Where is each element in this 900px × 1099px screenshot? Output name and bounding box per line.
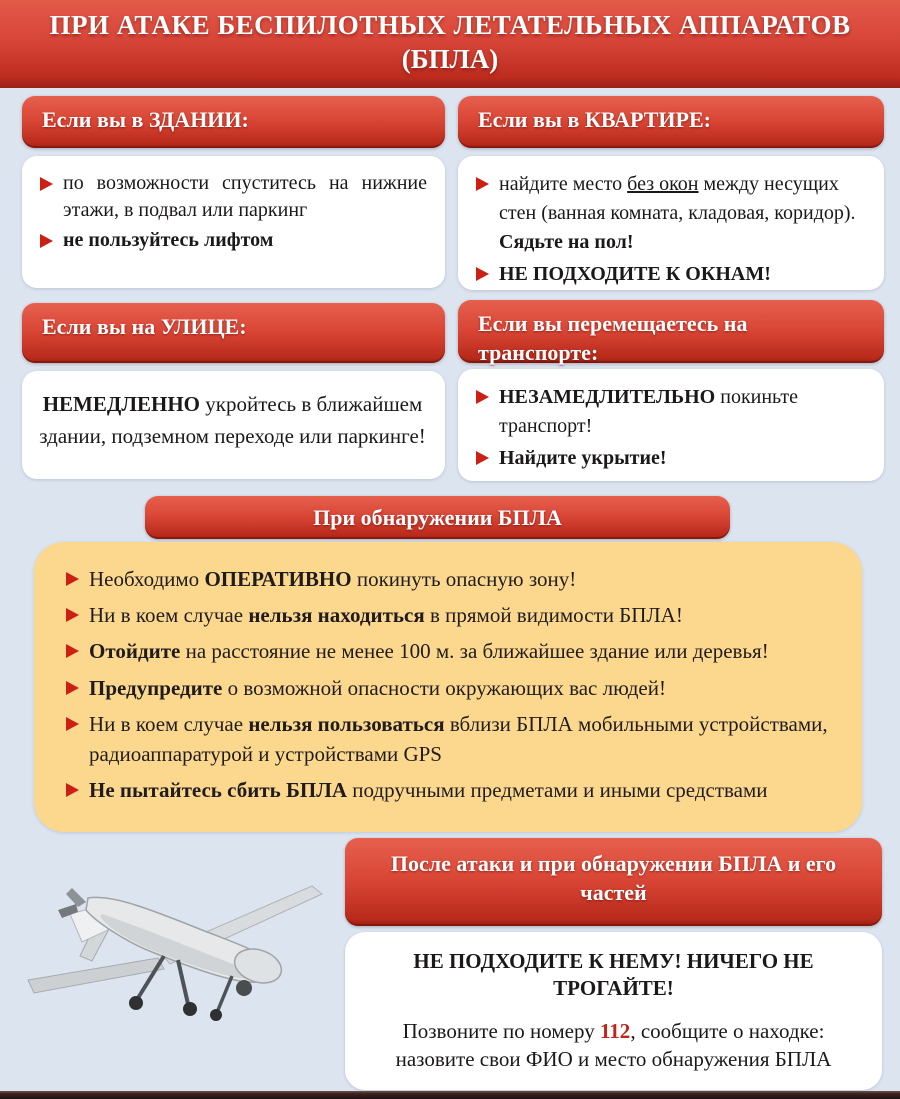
bullet-item (474, 444, 866, 473)
section-card-transport (458, 369, 884, 481)
bullet-text (63, 227, 427, 254)
call-112-instruction (365, 1017, 862, 1074)
drone-svg (12, 852, 338, 1048)
bullet-segment: подручными предметами и иными средствами (347, 778, 768, 803)
page-title-line1: ПРИ АТАКЕ БЕСПИЛОТНЫХ ЛЕТАТЕЛЬНЫХ АППАРАТОВ (49, 10, 851, 40)
triangle-right-icon (66, 608, 79, 622)
bullet-text (89, 564, 832, 594)
bullet-segment: на расстояние не менее 100 м. за ближайшее здание или деревья! (180, 639, 769, 664)
bullet-segment: вблизи БПЛА мобильными устройствами, радиоаппаратурой и устройствами GPS (89, 711, 828, 767)
uav-drone-illustration (12, 852, 338, 1048)
bullet-segment: НЕ ПОДХОДИТЕ К ОКНАМ! (499, 263, 771, 285)
bullet-segment: покинуть опасную зону! (351, 567, 577, 591)
bullet-item (38, 227, 427, 254)
do-not-touch-warning: НЕ ПОДХОДИТЕ К НЕМУ! НИЧЕГО НЕ ТРОГАЙТЕ! (413, 949, 814, 1001)
triangle-right-icon (66, 681, 79, 695)
section-header-apartment: Если вы в КВАРТИРЕ: (458, 96, 884, 148)
bullet-item (64, 775, 832, 805)
bullet-segment: Отойдите (89, 639, 181, 664)
bullet-item (64, 600, 832, 630)
bottom-edge-bar (0, 1091, 900, 1099)
bullet-segment: не пользуйтесь лифтом (63, 229, 274, 252)
triangle-right-icon (476, 177, 489, 191)
bullet-item (64, 636, 832, 666)
bullet-item (64, 673, 832, 703)
bullet-segment: найдите место (499, 173, 628, 195)
section-card-apartment (458, 156, 884, 290)
triangle-right-icon (476, 451, 489, 465)
street-text-bold: НЕМЕДЛЕННО (42, 392, 200, 416)
triangle-right-icon (66, 717, 79, 731)
bullet-item (474, 170, 866, 257)
bullet-segment: по возможности спуститесь на нижние этажи, в подвал или паркинг (63, 172, 427, 222)
call-text-post: , сообщите о находке: назовите свои ФИО и место обнаружения БПЛА (395, 1018, 832, 1071)
section-card-building (22, 156, 445, 288)
bullet-item (474, 383, 866, 441)
bullet-text (89, 673, 832, 703)
bullet-segment: ОПЕРАТИВНО (204, 567, 352, 591)
triangle-right-icon (40, 234, 53, 248)
detection-rules-box (34, 542, 862, 832)
bullet-segment: нельзя пользоваться (248, 711, 445, 736)
bullet-segment: Сядьте на пол! (499, 231, 634, 253)
bullet-text (89, 775, 832, 805)
triangle-right-icon (40, 177, 53, 191)
bullet-segment: Предупредите (89, 675, 223, 700)
bullet-item (64, 709, 832, 769)
bullet-segment: между несущих стен (ванная комната, кладовая, коридор). (499, 173, 856, 224)
bullet-item (64, 564, 832, 594)
bullet-text (89, 600, 832, 630)
triangle-right-icon (476, 267, 489, 281)
bullet-segment: Не пытайтесь сбить БПЛА (89, 778, 348, 803)
street-text: укройтесь в ближайшем здании, подземном переходе или паркинге! (39, 392, 426, 448)
triangle-right-icon (476, 390, 489, 404)
bullet-segment: НЕЗАМЕДЛИТЕЛЬНО (499, 386, 716, 408)
bullet-segment-underlined: без окон (627, 173, 699, 195)
bullet-item (38, 170, 427, 224)
bullet-segment: о возможной опасности окружающих вас людей! (222, 675, 666, 700)
bullet-text (499, 383, 866, 441)
bullet-segment: в прямой видимости БПЛА! (424, 603, 683, 628)
emergency-number-112: 112 (599, 1018, 631, 1043)
after-attack-banner: После атаки и при обнаружении БПЛА и его частей (345, 838, 882, 926)
bullet-segment: Найдите укрытие! (499, 447, 667, 469)
after-attack-card (345, 932, 882, 1090)
section-header-street: Если вы на УЛИЦЕ: (22, 303, 445, 363)
triangle-right-icon (66, 644, 79, 658)
bullet-text (89, 636, 832, 666)
section-header-building: Если вы в ЗДАНИИ: (22, 96, 445, 148)
bullet-item (474, 260, 866, 289)
page-title-line2: (БПЛА) (401, 44, 499, 74)
call-text-pre: Позвоните по номеру (402, 1018, 600, 1043)
bullet-segment: покиньте транспорт! (499, 386, 799, 437)
triangle-right-icon (66, 783, 79, 797)
bullet-text (63, 170, 427, 224)
bullet-text (499, 260, 866, 289)
bullet-text (89, 709, 832, 769)
detection-banner: При обнаружении БПЛА (145, 496, 730, 539)
section-header-transport: Если вы перемещаетесь на транспорте: (458, 300, 884, 363)
section-card-street (22, 371, 445, 479)
bullet-segment: Ни в коем случае (89, 711, 249, 736)
bullet-text (499, 444, 866, 473)
triangle-right-icon (66, 572, 79, 586)
bullet-segment: Ни в коем случае (89, 603, 249, 628)
main-title-banner (0, 0, 900, 88)
bullet-segment: Необходимо (89, 567, 205, 591)
bullet-segment: нельзя находиться (248, 603, 425, 628)
bullet-text (499, 170, 866, 257)
